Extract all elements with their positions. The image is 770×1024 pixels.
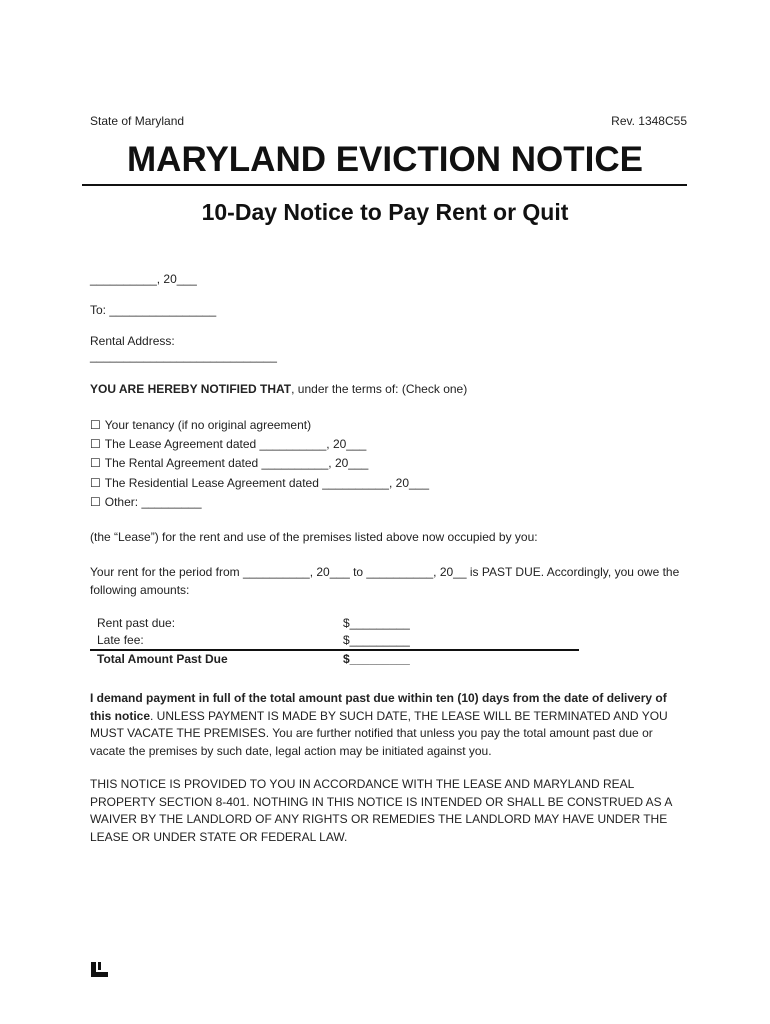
amounts-divider [90,649,579,651]
option-label: Other: _________ [104,495,202,509]
notice-intro-bold: YOU ARE HEREBY NOTIFIED THAT [90,382,292,396]
option-rental-agreement[interactable] [90,456,368,470]
notice-intro-rest: , under the terms of: (Check one) [291,382,468,396]
option-tenancy[interactable] [90,418,311,432]
demand-paragraph [90,690,685,760]
total-past-due-field[interactable]: $_________ [343,652,410,666]
rent-period-paragraph: Your rent for the period from __________, 20___ to __________, 20__ is PAST DUE. Accordingly, you owe the following amounts: [90,565,680,597]
rental-address-field[interactable]: ____________________________ [90,349,277,363]
demand-bold: I demand payment in full of the total amount past due within ten (10) days from the date of delivery of this notice [90,691,667,723]
late-fee-label: Late fee: [97,633,144,647]
title-divider [82,184,687,186]
checkbox-icon[interactable]: ☐ [90,418,101,432]
rent-past-due-field[interactable]: $_________ [343,616,410,630]
document-subtitle: 10-Day Notice to Pay Rent or Quit [201,199,569,225]
option-residential-lease[interactable] [90,476,429,490]
late-fee-field[interactable]: $_________ [343,633,410,647]
option-other[interactable] [90,495,202,509]
date-field[interactable]: __________, 20___ [90,272,197,286]
state-label: State of Maryland [90,114,185,128]
total-past-due-label: Total Amount Past Due [97,652,228,666]
revision-label: Rev. 1348C55 [611,114,687,128]
demand-rest: . UNLESS PAYMENT IS MADE BY SUCH DATE, THE LEASE WILL BE TERMINATED AND YOU MUST VACATE THE PREMISES. You are further notified that unless you pay the total amount past due or vacate the premises by such date, legal action may be initiated against you. [90,708,668,758]
option-lease-agreement[interactable] [90,437,366,451]
notice-intro [90,382,467,396]
lease-definition: (the “Lease”) for the rent and use of the premises listed above now occupied by you: [90,530,538,544]
legal-templates-logo-icon [91,962,109,977]
option-label: The Lease Agreement dated __________, 20___ [104,437,367,451]
option-label: The Rental Agreement dated __________, 20___ [104,456,369,470]
legal-notice-paragraph: THIS NOTICE IS PROVIDED TO YOU IN ACCORDANCE WITH THE LEASE AND MARYLAND REAL PROPERTY SECTION 8-401. NOTHING IN THIS NOTICE IS INTENDED OR SHALL BE CONSTRUED AS A WAIVER BY THE LANDLORD OF ANY RIGHTS OR REMEDIES THE LANDLORD MAY HAVE UNDER THE LEASE OR UNDER STATE OR FEDERAL LAW. [90,777,672,844]
rental-address-label: Rental Address: [90,334,175,348]
checkbox-icon[interactable]: ☐ [90,456,101,470]
to-field[interactable]: To: ________________ [90,303,217,317]
option-label: The Residential Lease Agreement dated __________, 20___ [104,476,430,490]
checkbox-icon[interactable]: ☐ [90,437,101,451]
checkbox-icon[interactable]: ☐ [90,476,101,490]
option-label: Your tenancy (if no original agreement) [104,418,312,432]
rent-past-due-label: Rent past due: [97,616,176,630]
document-title: MARYLAND EVICTION NOTICE [127,140,643,179]
checkbox-icon[interactable]: ☐ [90,495,101,509]
